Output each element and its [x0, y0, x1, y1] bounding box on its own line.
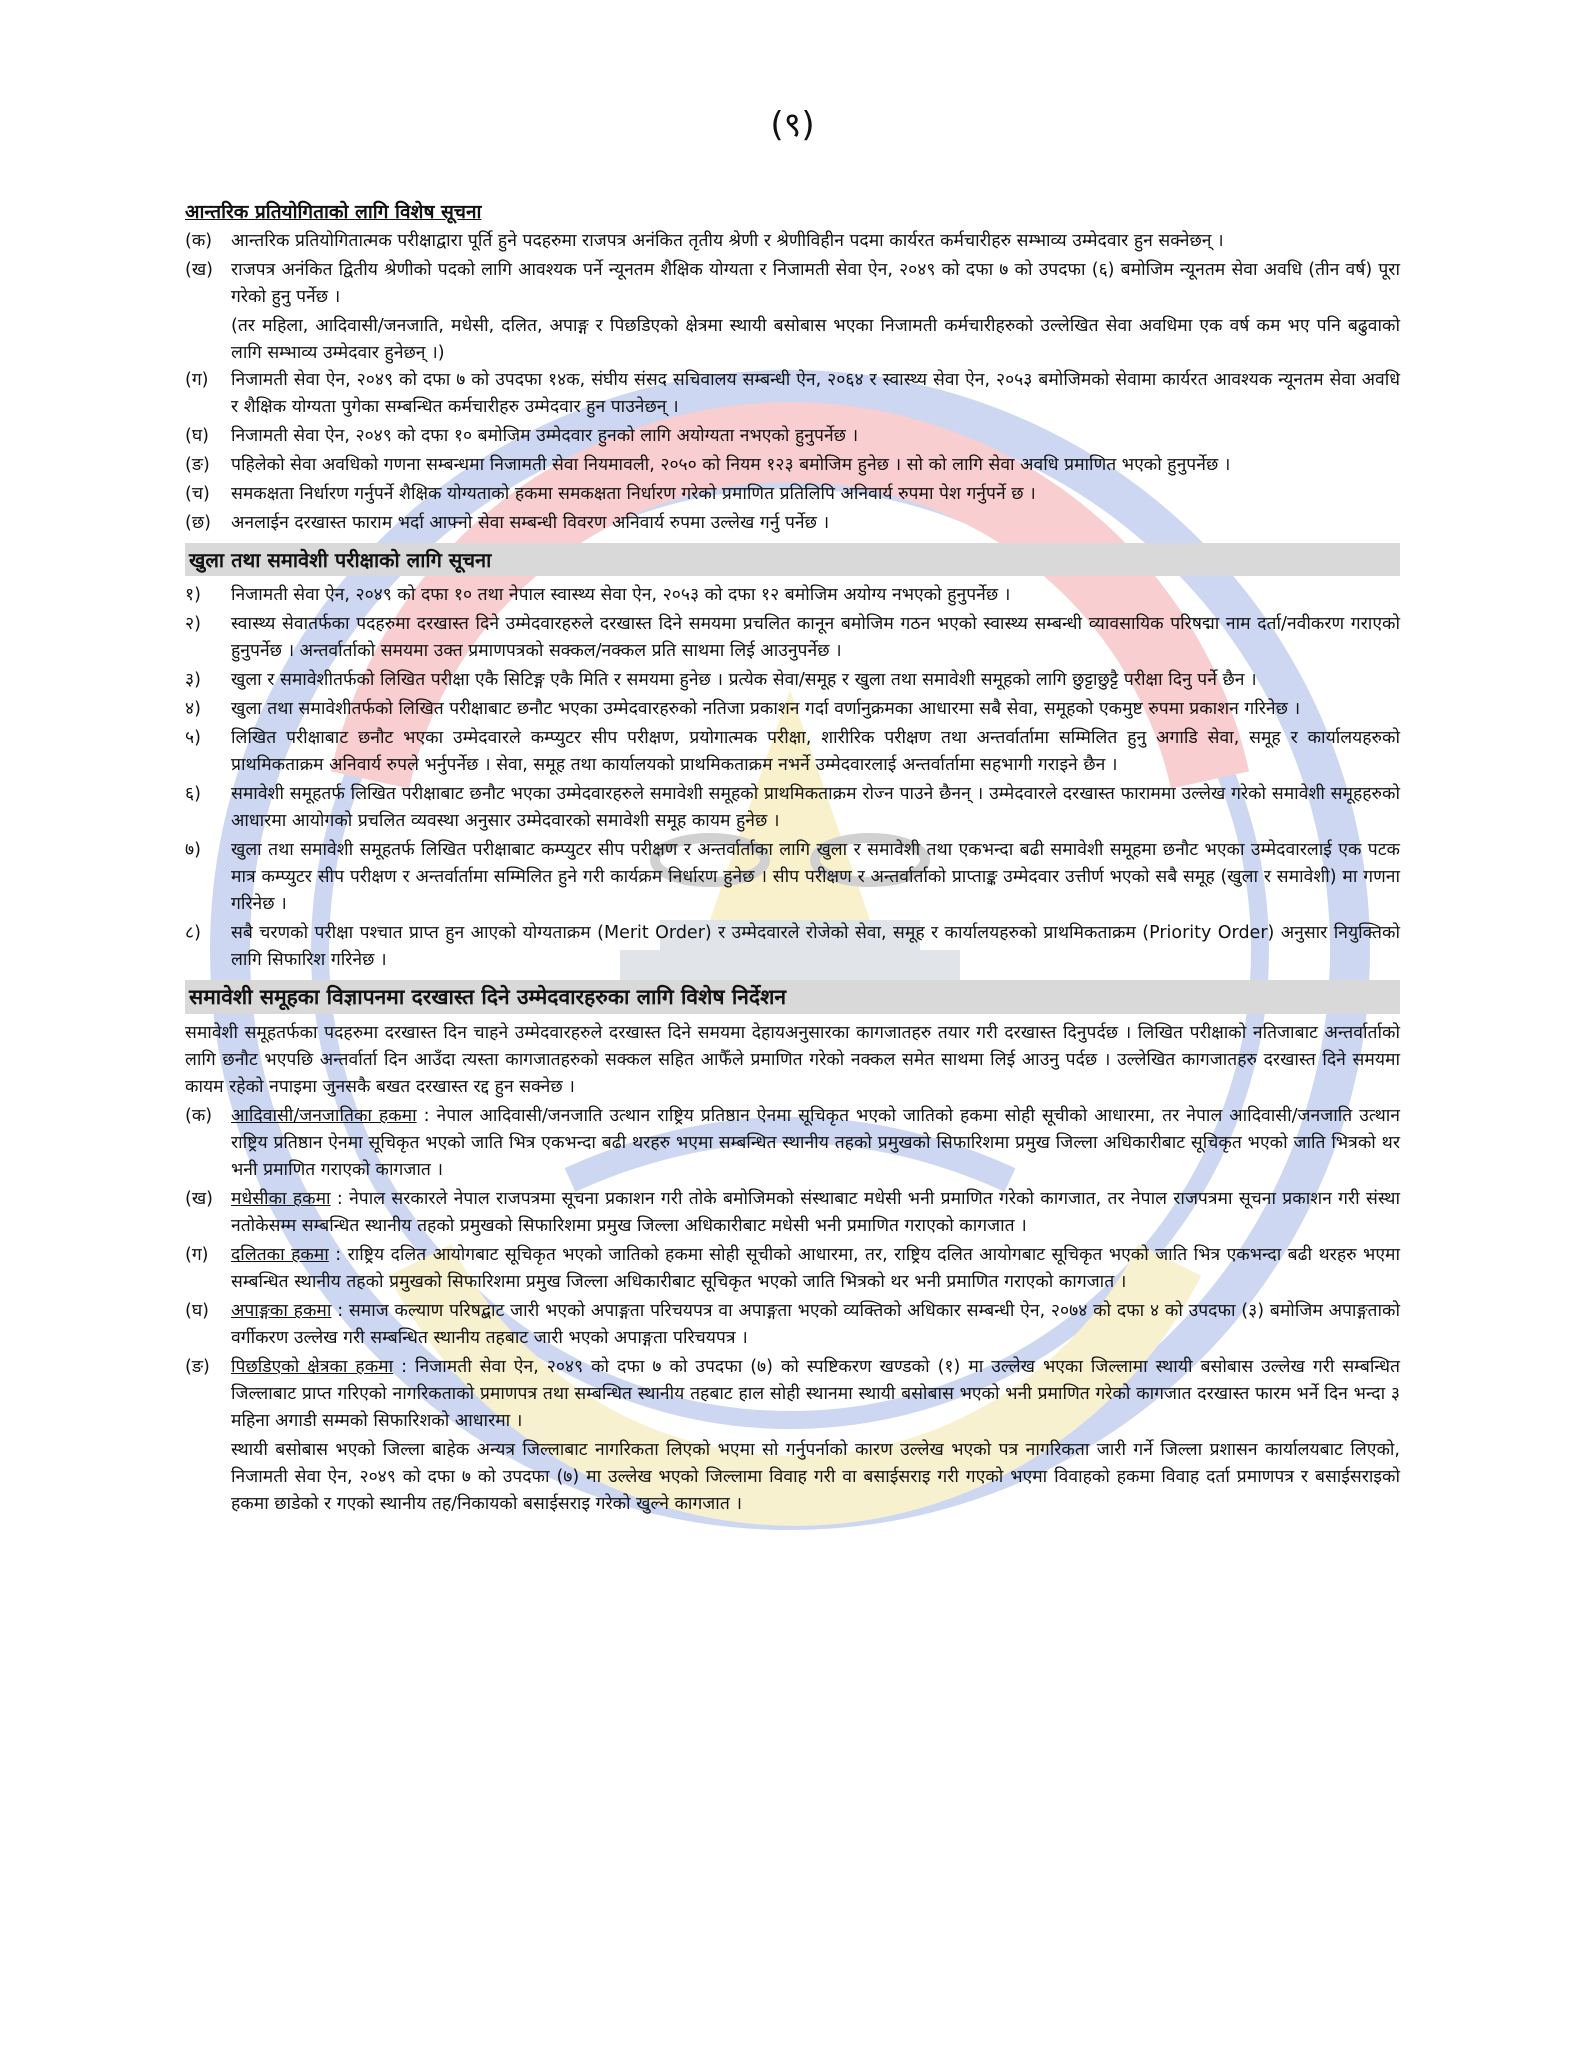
list-item [185, 481, 1400, 508]
item-text: निजामती सेवा ऐन, २०४९ को दफा ७ को उपदफा १४क, संघीय संसद सचिवालय सम्बन्धी ऐन, २०६४ र स्वास्थ्य सेवा ऐन, २०५३ बमोजिमको सेवामा कार्यरत आवश्यक न्यूनतम सेवा अवधि र शैक्षिक योग्यता पुगेका सम्बन्धित कर्मचारीहरु उम्मेदवार हुन पाउनेछन् । [231, 370, 1400, 417]
item-marker: (घ) [185, 1301, 209, 1321]
item-label: मधेसीका हकमा [231, 1189, 331, 1209]
item-text: सबै चरणको परीक्षा पश्चात प्राप्त हुन आएको योग्यताक्रम (Merit Order) र उम्मेदवारले रोजेको सेवा, समूह र कार्यालयहरुको प्राथमिकताक्रम (Priority Order) अनुसार नियुक्तिको लागि सिफारिश गरिनेछ । [231, 923, 1400, 970]
item-text: राजपत्र अनंकित द्वितीय श्रेणीको पदको लागि आवश्यक पर्ने न्यूनतम शैक्षिक योग्यता र निजामती सेवा ऐन, २०४९ को दफा ७ को उपदफा (६) बमोजिम न्यूनतम सेवा अवधि (तीन वर्ष) पूरा गरेको हुनु पर्नेछ । [231, 260, 1400, 307]
item-body [231, 1298, 1400, 1352]
item-label: अपाङ्गका हकमा [231, 1301, 332, 1321]
item-text: निजामती सेवा ऐन, २०४९ को दफा १० तथा नेपाल स्वास्थ्य सेवा ऐन, २०५३ को दफा १२ बमोजिम अयोग्य नभएको हुनुपर्नेछ । [231, 585, 1011, 605]
item-label: पिछडिएको क्षेत्रका हकमा [231, 1357, 394, 1377]
item-text: खुला तथा समावेशी समूहतर्फ लिखित परीक्षाबाट कम्प्युटर सीप परीक्षण र अन्तर्वार्ताका लागि खुला र समावेशी तथा एकभन्दा बढी समावेशी समूहमा छनौट भएका उम्मेदवारलाई एक पटक मात्र कम्प्युटर सीप परीक्षण र अन्तर्वार्तामा सम्मिलित हुने गरी कार्यक्रम निर्धारण हुनेछ । सीप परीक्षण र अन्तर्वार्ताको प्राप्ताङ्क उम्मेदवार उत्तीर्ण भएको सबै समूह (खुला र समावेशी) मा गणना गरिनेछ । [231, 840, 1400, 914]
item-marker: (क) [185, 1106, 213, 1126]
list-item [185, 510, 1400, 537]
item-text: : नेपाल आदिवासी/जनजाति उत्थान राष्ट्रिय प्रतिष्ठान ऐनमा सूचिकृत भएको जातिको हकमा सोही सूचीको आधारमा, तर नेपाल आदिवासी/जनजाति उत्थान राष्ट्रिय प्रतिष्ठान ऐनमा सूचिकृत भएको जाति भित्र एकभन्दा बढी थरहरु भएमा सम्बन्धित स्थानीय तहको प्रमुखको सिफारिशमा प्रमुख जिल्ला अधिकारीबाट सूचिकृत भएको जाति भित्रको थर भनी प्रमाणित गराएको कागजात । [231, 1106, 1401, 1180]
item-text: आन्तरिक प्रतियोगितात्मक परीक्षाद्वारा पूर्ति हुने पदहरुमा राजपत्र अनंकित तृतीय श्रेणी र श्रेणीविहीन पदमा कार्यरत कर्मचारीहरु सम्भाव्य उम्मेदवार हुन सक्नेछन् । [231, 231, 1224, 251]
item-body [231, 1354, 1400, 1435]
item-label: दलितका हकमा [231, 1245, 329, 1265]
item-marker: (छ) [185, 513, 211, 533]
item-marker: (घ) [185, 426, 209, 446]
list-item [185, 1298, 1400, 1352]
list-item [185, 781, 1400, 835]
list-item [185, 582, 1400, 609]
item-text: खुला तथा समावेशीतर्फको लिखित परीक्षाबाट छनौट भएका उम्मेदवारहरुको नतिजा प्रकाशन गर्दा वर्णानुक्रमका आधारमा सबै सेवा, समूहको एकमुष्ट रुपमा प्रकाशन गरिनेछ । [231, 699, 1301, 719]
item-marker: ५) [185, 728, 201, 748]
item-marker: (क) [185, 231, 213, 251]
item-marker: १) [185, 585, 201, 605]
list-item [185, 452, 1400, 479]
item-note: स्थायी बसोबास भएको जिल्ला बाहेक अन्यत्र जिल्लाबाट नागरिकता लिएको भएमा सो गर्नुपर्नाको कारण उल्लेख भएको पत्र नागरिकता जारी गर्ने जिल्ला प्रशासन कार्यालयबाट लिएको, निजामती सेवा ऐन, २०४९ को दफा ७ को उपदफा (७) मा उल्लेख भएको जिल्लामा विवाह गरी वा बसाईसराइ गरी गएको भएमा विवाहको हकमा विवाह दर्ता प्रमाणपत्र र बसाईसराइको हकमा छाडेको र गएको स्थानीय तह/निकायको बसाईसराइ गरेको खुल्ने कागजात । [231, 1440, 1400, 1514]
item-marker: ३) [185, 670, 201, 690]
item-marker: (ङ) [185, 1357, 210, 1377]
item-marker: (ग) [185, 1245, 209, 1265]
item-marker: ७) [185, 840, 201, 860]
item-text: : नेपाल सरकारले नेपाल राजपत्रमा सूचना प्रकाशन गरी तोके बमोजिमको संस्थाबाट मधेसी भनी प्रमाणित गरेको कागजात, तर नेपाल राजपत्रमा सूचना प्रकाशन गरी संस्था नतोकेसम्म सम्बन्धित स्थानीय तहको प्रमुखको सिफारिशमा प्रमुख जिल्ला अधिकारीबाट मधेसी भनी प्रमाणित गराएको कागजात । [231, 1189, 1400, 1236]
item-marker: २) [185, 614, 201, 634]
list-item [185, 1186, 1400, 1240]
section-open-list [185, 582, 1400, 974]
list-item [185, 696, 1400, 723]
document-page [185, 100, 1400, 1518]
item-text: समकक्षता निर्धारण गर्नुपर्ने शैक्षिक योग्यताको हकमा समकक्षता निर्धारण गरेको प्रमाणित प्रतिलिपि अनिवार्य रुपमा पेश गर्नुपर्ने छ । [231, 484, 1036, 504]
item-text: : समाज कल्याण परिषद्बाट जारी भएको अपाङ्गता परिचयपत्र वा अपाङ्गता भएको व्यक्तिको अधिकार सम्बन्धी ऐन, २०७४ को दफा ४ को उपदफा (३) बमोजिम अपाङ्गताको वर्गीकरण उल्लेख गरी सम्बन्धित स्थानीय तहबाट जारी भएको अपाङ्गता परिचयपत्र । [231, 1301, 1400, 1348]
item-label: आदिवासी/जनजातिका हकमा [231, 1106, 417, 1126]
item-text: लिखित परीक्षाबाट छनौट भएका उम्मेदवारले कम्प्युटर सीप परीक्षण, प्रयोगात्मक परीक्षा, शारीरिक परीक्षण तथा अन्तर्वार्तामा सम्मिलित हुनु अगाडि सेवा, समूह र कार्यालयहरुको प्राथमिकताक्रम अनिवार्य रुपले भर्नुपर्नेछ । सेवा, समूह तथा कार्यालयको प्राथमिकताक्रम नभर्ने उम्मेदवारलाई अन्तर्वार्तामा सहभागी गराइने छैन । [231, 728, 1400, 775]
list-item [185, 611, 1400, 665]
item-note: (तर महिला, आदिवासी/जनजाति, मधेसी, दलित, अपाङ्ग र पिछडिएको क्षेत्रमा स्थायी बसोबास भएका निजामती कर्मचारीहरुको उल्लेखित सेवा अवधिमा एक वर्ष कम भए पनि बढुवाको लागि सम्भाव्य उम्मेदवार हुनेछन् ।) [231, 316, 1400, 363]
item-marker: ६) [185, 784, 201, 804]
item-text: स्वास्थ्य सेवातर्फका पदहरुमा दरखास्त दिने उम्मेदवारहरुले दरखास्त दिने समयमा प्रचलित कानून बमोजिम गठन भएको स्वास्थ्य सम्बन्धी व्यावसायिक परिषद्मा नाम दर्ता/नवीकरण गराएको हुनुपर्नेछ । अन्तर्वार्ताको समयमा उक्त प्रमाणपत्रको सक्कल/नक्कल प्रति साथमा लिई आउनुपर्नेछ । [231, 614, 1400, 661]
list-item [185, 257, 1400, 311]
item-body [231, 1242, 1400, 1296]
list-item [185, 837, 1400, 918]
item-marker: ४) [185, 699, 201, 719]
item-text: अनलाईन दरखास्त फाराम भर्दा आफ्नो सेवा सम्बन्धी विवरण अनिवार्य रुपमा उल्लेख गर्नु पर्नेछ । [231, 513, 830, 533]
page-number: (९) [770, 105, 815, 145]
list-item [185, 725, 1400, 779]
item-text: समावेशी समूहतर्फ लिखित परीक्षाबाट छनौट भएका उम्मेदवारहरुले समावेशी समूहको प्राथमिकताक्रम रोज्न पाउने छैनन् । उम्मेदवारले दरखास्त फाराममा उल्लेख गरेको समावेशी समूहहरुको आधारमा आयोगको प्रचलित व्यवस्था अनुसार उम्मेदवारको समावेशी समूह कायम हुनेछ । [231, 784, 1400, 831]
item-text: निजामती सेवा ऐन, २०४९ को दफा १० बमोजिम उम्मेदवार हुनको लागि अयोग्यता नभएको हुनुपर्नेछ । [231, 426, 859, 446]
list-item [185, 423, 1400, 450]
item-marker: (ख) [185, 260, 213, 280]
item-text: : निजामती सेवा ऐन, २०४९ को दफा ७ को उपदफा (७) को स्पष्टिकरण खण्डको (१) मा उल्लेख भएका जिल्लामा स्थायी बसोबास उल्लेख गरी सम्बन्धित जिल्लाबाट प्राप्त गरिएको नागरिकताको प्रमाणपत्र तथा सम्बन्धित स्थानीय तहबाट हाल सोही स्थानमा स्थायी बसोबास भएको भनी प्रमाणित गरेको कागजात दरखास्त फारम भर्ने दिन भन्दा ३ महिना अगाडी सम्मको सिफारिशको आधारमा । [231, 1357, 1400, 1431]
list-item [185, 667, 1400, 694]
list-item [185, 920, 1400, 974]
item-text: : राष्ट्रिय दलित आयोगबाट सूचिकृत भएको जातिको हकमा सोही सूचीको आधारमा, तर, राष्ट्रिय दलित आयोगबाट सूचिकृत भएको जाति भित्र एकभन्दा बढी थरहरु भएमा सम्बन्धित स्थानीय तहको प्रमुखको सिफारिशमा प्रमुख जिल्ला अधिकारीबाट सूचिकृत भएको जाति भित्रको थर भनी प्रमाणित गराएको कागजात । [231, 1245, 1400, 1292]
section-internal-list [185, 228, 1400, 537]
item-body [231, 1103, 1400, 1184]
list-item [185, 228, 1400, 255]
item-marker: (ग) [185, 370, 209, 390]
section-inclusive-title: समावेशी समूहका विज्ञापनमा दरखास्त दिने उम्मेदवारहरुका लागि विशेष निर्देशन [185, 980, 1400, 1014]
list-item [185, 1354, 1400, 1435]
item-marker: (ख) [185, 1189, 213, 1209]
section-inclusive-intro: समावेशी समूहतर्फका पदहरुमा दरखास्त दिन चाहने उम्मेदवारहरुले दरखास्त दिने समयमा देहायअनुसारका कागजातहरु तयार गरी दरखास्त दिनुपर्दछ । लिखित परीक्षाको नतिजाबाट अन्तर्वार्ताको लागि छनौट भएपछि अन्तर्वार्ता दिन आउँदा त्यस्ता कागजातहरुको सक्कल सहित आफैँले प्रमाणित गरेको नक्कल समेत साथमा लिई आउनु पर्दछ । उल्लेखित कागजातहरु दरखास्त दिने समयमा कायम रहेको नपाइमा जुनसकै बखत दरखास्त रद्द हुन सक्नेछ । [185, 1023, 1400, 1097]
item-marker: (च) [185, 484, 210, 504]
item-body [231, 1186, 1400, 1240]
list-item [185, 1242, 1400, 1296]
item-text: पहिलेको सेवा अवधिको गणना सम्बन्धमा निजामती सेवा नियमावली, २०५० को नियम १२३ बमोजिम हुनेछ । सो को लागि सेवा अवधि प्रमाणित भएको हुनुपर्नेछ । [231, 455, 1231, 475]
list-item [185, 367, 1400, 421]
item-marker: ८) [185, 923, 201, 943]
section-open-title: खुला तथा समावेशी परीक्षाको लागि सूचना [185, 543, 1400, 576]
section-internal-title: आन्तरिक प्रतियोगिताको लागि विशेष सूचना [185, 201, 482, 223]
item-text: खुला र समावेशीतर्फको लिखित परीक्षा एकै सिटिङ्ग एकै मिति र समयमा हुनेछ । प्रत्येक सेवा/समूह र खुला तथा समावेशी समूहको लागि छुट्टाछुट्टै परीक्षा दिनु पर्ने छैन । [231, 670, 1257, 690]
list-item [185, 1103, 1400, 1184]
section-inclusive-list [185, 1103, 1400, 1518]
item-marker: (ङ) [185, 455, 210, 475]
